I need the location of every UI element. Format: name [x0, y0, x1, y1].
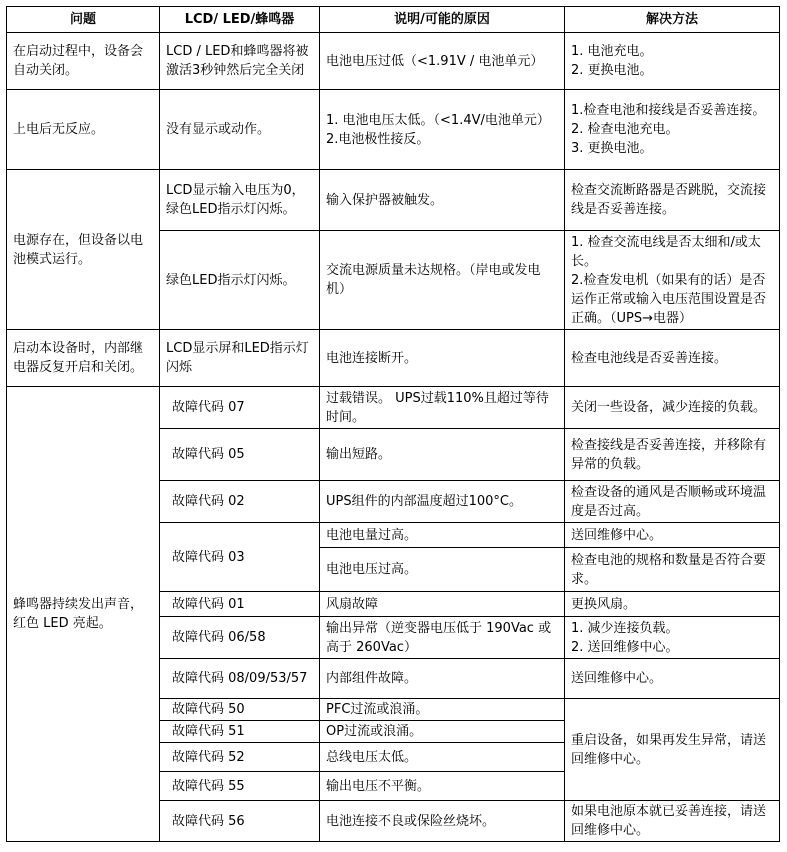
cause-cell: 输出异常（逆变器电压低于 190Vac 或高于 260Vac）	[320, 617, 565, 659]
cause-cell: 输出短路。	[320, 429, 565, 481]
problem-cell: 在启动过程中，设备会自动关闭。	[7, 33, 160, 90]
problem-cell: 启动本设备时，内部继电器反复开启和关闭。	[7, 330, 160, 387]
cause-line: 2.电池极性接反。	[326, 131, 430, 147]
problem-cell: 电源存在，但设备以电池模式运行。	[7, 170, 160, 330]
cause-cell: 内部组件故障。	[320, 659, 565, 699]
solution-cell: 检查接线是否妥善连接，并移除有异常的负载。	[565, 429, 780, 481]
cause-cell: 风扇故障	[320, 592, 565, 617]
fault-row	[7, 387, 780, 429]
solution-line: 1. 检查交流电线是否太细和/或太长。	[571, 234, 761, 269]
cause-cell: 电池连接不良或保险丝烧坏。	[320, 801, 565, 842]
table-row	[7, 90, 780, 170]
fault-code: 故障代码 05	[160, 429, 320, 481]
solution-line: 2. 更换电池。	[571, 63, 653, 78]
cause-cell: 电池电压过高。	[320, 548, 565, 592]
cause-cell: OP过流或浪涌。	[320, 721, 565, 743]
cause-cell: PFC过流或浪涌。	[320, 699, 565, 721]
table-row	[7, 33, 780, 90]
fault-code: 故障代码 02	[160, 481, 320, 523]
fault-code: 故障代码 51	[160, 721, 320, 743]
solution-cell	[565, 33, 780, 90]
header-row	[7, 7, 780, 33]
cause-cell: 电池电压过低（<1.91V / 电池单元）	[320, 33, 565, 90]
solution-line: 2. 送回维修中心。	[571, 639, 679, 655]
cause-cell	[320, 90, 565, 170]
solution-line: 3. 更换电池。	[571, 141, 653, 156]
header-solution: 解决方法	[565, 7, 780, 33]
fault-code: 故障代码 06/58	[160, 617, 320, 659]
table-row	[7, 170, 780, 231]
indicator-cell: 绿色LED指示灯闪烁。	[160, 231, 320, 330]
solution-line: 1. 减少连接负载。	[571, 620, 679, 636]
header-problem: 问题	[7, 7, 160, 33]
solution-cell	[565, 231, 780, 330]
cause-cell: 输入保护器被触发。	[320, 170, 565, 231]
header-indicator: LCD/ LED/蜂鸣器	[160, 7, 320, 33]
indicator-cell: LCD显示屏和LED指示灯闪烁	[160, 330, 320, 387]
indicator-cell: 没有显示或动作。	[160, 90, 320, 170]
fault-code: 故障代码 52	[160, 743, 320, 772]
fault-code: 故障代码 07	[160, 387, 320, 429]
solution-cell: 检查电池的规格和数量是否符合要求。	[565, 548, 780, 592]
problem-cell: 上电后无反应。	[7, 90, 160, 170]
solution-cell: 检查电池线是否妥善连接。	[565, 330, 780, 387]
fault-code: 故障代码 01	[160, 592, 320, 617]
cause-cell: UPS组件的内部温度超过100°C。	[320, 481, 565, 523]
solution-cell	[565, 617, 780, 659]
solution-cell: 检查设备的通风是否顺畅或环境温度是否过高。	[565, 481, 780, 523]
solution-line: 2. 检查电池充电。	[571, 122, 679, 137]
indicator-cell: LCD / LED和蜂鸣器将被激活3秒钟然后完全关闭	[160, 33, 320, 90]
indicator-cell: LCD显示输入电压为0，绿色LED指示灯闪烁。	[160, 170, 320, 231]
solution-line: 1.检查电池和接线是否妥善连接。	[571, 103, 766, 118]
table-row	[7, 330, 780, 387]
solution-cell: 检查交流断路器是否跳脱，交流接线是否妥善连接。	[565, 170, 780, 231]
solution-cell: 送回维修中心。	[565, 659, 780, 699]
buzzer-problem-cell: 蜂鸣器持续发出声音，红色 LED 亮起。	[7, 387, 160, 842]
cause-cell: 交流电源质量未达规格。（岸电或发电机）	[320, 231, 565, 330]
solution-cell: 关闭一些设备，减少连接的负载。	[565, 387, 780, 429]
cause-cell: 输出电压不平衡。	[320, 772, 565, 801]
solution-line: 1. 电池充电。	[571, 44, 653, 59]
cause-cell: 过载错误。 UPS过载110%且超过等待时间。	[320, 387, 565, 429]
cause-cell: 电池连接断开。	[320, 330, 565, 387]
fault-code: 故障代码 08/09/53/57	[160, 659, 320, 699]
troubleshooting-table	[6, 6, 780, 842]
solution-line: 2.检查发电机（如果有的话）是否运作正常或输入电压范围设置是否正确。（UPS→电器）	[571, 272, 767, 326]
shared-solution-cell: 重启设备，如果再发生异常，请送回维修中心。	[565, 699, 780, 801]
cause-cell: 总线电压太低。	[320, 743, 565, 772]
header-cause: 说明/可能的原因	[320, 7, 565, 33]
fault-code: 故障代码 55	[160, 772, 320, 801]
cause-cell: 电池电量过高。	[320, 523, 565, 548]
fault-code: 故障代码 50	[160, 699, 320, 721]
solution-cell: 如果电池原本就已妥善连接，请送回维修中心。	[565, 801, 780, 842]
solution-cell: 更换风扇。	[565, 592, 780, 617]
solution-cell	[565, 90, 780, 170]
cause-line: 1. 电池电压太低。（<1.4V/电池单元）	[326, 112, 550, 128]
fault-code: 故障代码 56	[160, 801, 320, 842]
fault-code: 故障代码 03	[160, 523, 320, 592]
solution-cell: 送回维修中心。	[565, 523, 780, 548]
